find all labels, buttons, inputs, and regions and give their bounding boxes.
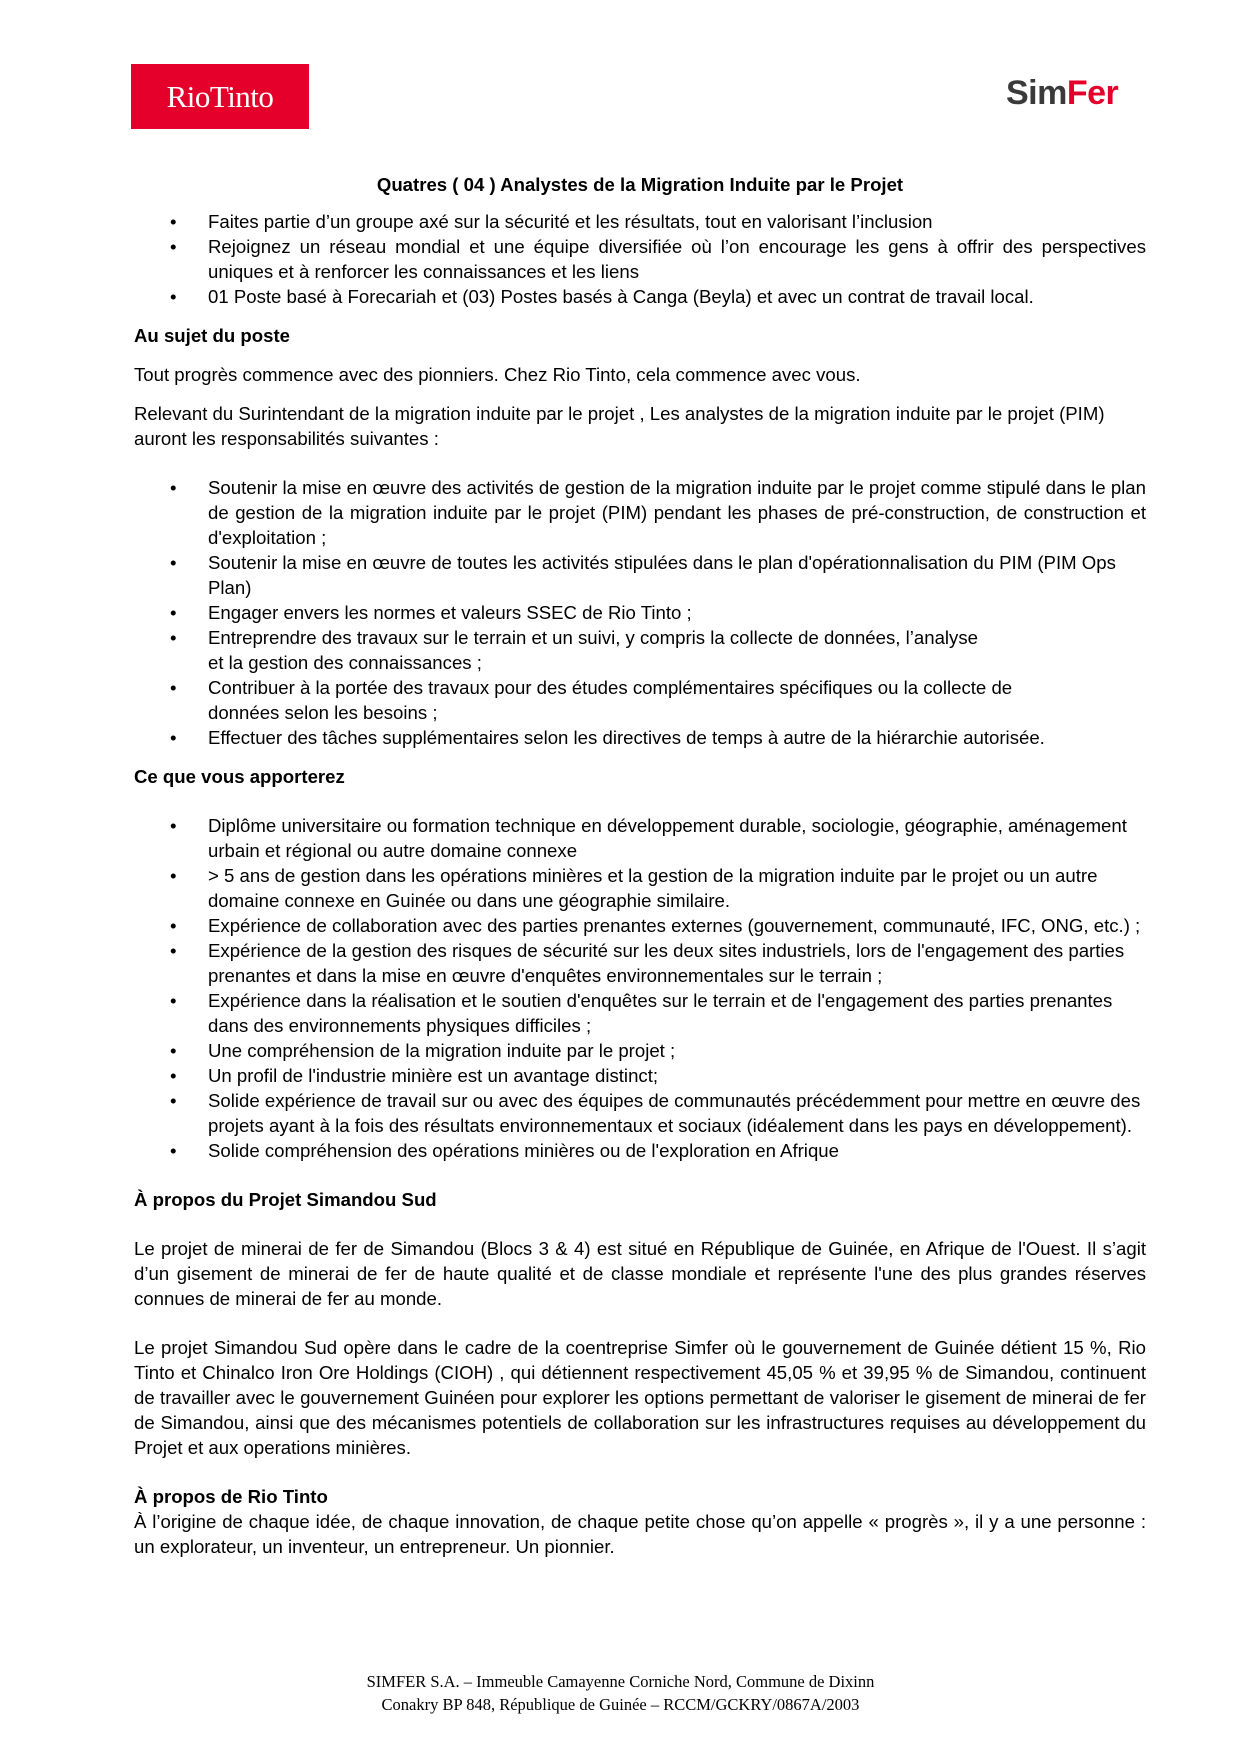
list-item: • Soutenir la mise en œuvre des activités de gestion de la migration induite par le projet comme stipulé dans le plan de gestion de la migration induite par le projet (PIM) pendant les phases de pré-construction, de construction et d'exploitation ;: [170, 477, 1146, 548]
bullet-icon: •: [170, 727, 177, 748]
list-item: • Entreprendre des travaux sur le terrain et un suivi, y compris la collecte de données, l’analyse et la gestion des connaissances ;: [170, 627, 978, 673]
bullet-icon: •: [170, 865, 177, 886]
list-item: • Expérience de collaboration avec des parties prenantes externes (gouvernement, communauté, IFC, ONG, etc.) ;: [170, 915, 1141, 936]
document-body: [134, 172, 1146, 1559]
document-title: Quatres ( 04 ) Analystes de la Migration Induite par le Projet: [376, 174, 904, 195]
bullet-icon: •: [170, 211, 177, 232]
page-footer: [0, 1670, 1241, 1716]
bullet-icon: •: [170, 477, 177, 498]
bullet-icon: •: [170, 815, 177, 836]
simandou-paragraph-2: Le projet Simandou Sud opère dans le cadre de la coentreprise Simfer où le gouvernement de Guinée détient 15 %, Rio Tinto et Chinalco Iron Ore Holdings (CIOH) , qui détiennent respectivement 45,05 % et 39,95 % de Simandou, continuent de travailler avec le gouvernement Guinéen pour explorer les options permettant de valoriser le gisement de minerai de fer de Simandou, ainsi que des mécanismes potentiels de collaboration sur les infrastructures requises au développement du Projet et aux operations minières.: [134, 1337, 1146, 1458]
list-item: • Diplôme universitaire ou formation technique en développement durable, sociologie, géographie, aménagement urbain et régional ou autre domaine connexe: [170, 815, 1127, 861]
bullet-icon: •: [170, 602, 177, 623]
about-post-paragraph-1: Tout progrès commence avec des pionniers. Chez Rio Tinto, cela commence avec vous.: [134, 364, 861, 385]
about-post-paragraph-2: Relevant du Surintendant de la migration induite par le projet , Les analystes de la migration induite par le projet (PIM) auront les responsabilités suivantes :: [134, 403, 1105, 449]
simfer-logo-sim: Sim: [1006, 74, 1067, 112]
bullet-icon: •: [170, 990, 177, 1011]
responsibilities-list: [134, 475, 1146, 750]
list-item: • > 5 ans de gestion dans les opérations minières et la gestion de la migration induite par le projet ou un autre domaine connexe en Guinée ou dans une géographie similaire.: [170, 865, 1098, 911]
bullet-icon: •: [170, 1040, 177, 1061]
list-item: • Expérience de la gestion des risques de sécurité sur les deux sites industriels, lors de l'engagement des parties prenantes et dans la mise en œuvre d'enquêtes environnementales sur le terrain ;: [170, 940, 1125, 986]
simfer-logo-fer: Fer: [1066, 74, 1119, 112]
list-item: • Un profil de l'industrie minière est un avantage distinct;: [170, 1065, 659, 1086]
bullet-icon: •: [170, 940, 177, 961]
simfer-logo: [1006, 74, 1118, 113]
section-heading-about-post: Au sujet du poste: [134, 325, 290, 346]
list-item: • Expérience dans la réalisation et le soutien d'enquêtes sur le terrain et de l'engagement des parties prenantes dans des environnements physiques difficiles ;: [170, 990, 1113, 1036]
bullet-icon: •: [170, 915, 177, 936]
bullet-icon: •: [170, 286, 177, 307]
list-item: • Une compréhension de la migration induite par le projet ;: [170, 1040, 676, 1061]
intro-bullet-list: [134, 209, 1146, 309]
list-item: • Engager envers les normes et valeurs SSEC de Rio Tinto ;: [170, 602, 692, 623]
bullet-icon: •: [170, 236, 177, 257]
section-heading-rio-tinto: À propos de Rio Tinto: [134, 1486, 328, 1507]
list-item: • Effectuer des tâches supplémentaires selon les directives de temps à autre de la hiérarchie autorisée.: [170, 727, 1045, 748]
bullet-icon: •: [170, 1140, 177, 1161]
list-item: • Solide expérience de travail sur ou avec des équipes de communautés précédemment pour mettre en œuvre des projets ayant à la fois des résultats environnementaux et sociaux (idéalement dans les pays en développement).: [170, 1090, 1141, 1136]
bullet-icon: •: [170, 1090, 177, 1111]
section-heading-simandou: À propos du Projet Simandou Sud: [134, 1189, 437, 1210]
bullet-icon: •: [170, 552, 177, 573]
rio-tinto-paragraph: À l’origine de chaque idée, de chaque innovation, de chaque petite chose qu’on appelle « progrès », il y a une personne : un explorateur, un inventeur, un entrepreneur. Un pionnier.: [134, 1511, 1146, 1557]
simandou-paragraph-1: Le projet de minerai de fer de Simandou (Blocs 3 & 4) est situé en République de Guinée, en Afrique de l'Ouest. Il s’agit d’un gisement de minerai de fer de haute qualité et de classe mondiale et représente l'une des plus grandes réserves connues de minerai de fer au monde.: [134, 1238, 1146, 1309]
list-item: • Solide compréhension des opérations minières ou de l'exploration en Afrique: [170, 1140, 839, 1161]
requirements-list: [134, 813, 1146, 1163]
bullet-icon: •: [170, 677, 177, 698]
list-item: • Soutenir la mise en œuvre de toutes les activités stipulées dans le plan d'opérationnalisation du PIM (PIM Ops Plan): [170, 552, 1116, 598]
footer-address-line-2: Conakry BP 848, République de Guinée – RCCM/GCKRY/0867A/2003: [381, 1695, 860, 1714]
list-item: • 01 Poste basé à Forecariah et (03) Postes basés à Canga (Beyla) et avec un contrat de travail local.: [170, 286, 1034, 307]
list-item: • Rejoignez un réseau mondial et une équipe diversifiée où l’on encourage les gens à offrir des perspectives uniques et à renforcer les connaissances et les liens: [170, 236, 1146, 282]
bullet-icon: •: [170, 627, 177, 648]
footer-address-line-1: SIMFER S.A. – Immeuble Camayenne Corniche Nord, Commune de Dixinn: [366, 1672, 875, 1691]
list-item: • Contribuer à la portée des travaux pour des études complémentaires spécifiques ou la collecte de données selon les besoins ;: [170, 677, 1013, 723]
bullet-icon: •: [170, 1065, 177, 1086]
rio-tinto-logo: [131, 64, 309, 129]
list-item: • Faites partie d’un groupe axé sur la sécurité et les résultats, tout en valorisant l’inclusion: [170, 211, 933, 232]
rio-tinto-logo-text: RioTinto: [166, 78, 274, 114]
section-heading-bring: Ce que vous apporterez: [134, 766, 345, 787]
